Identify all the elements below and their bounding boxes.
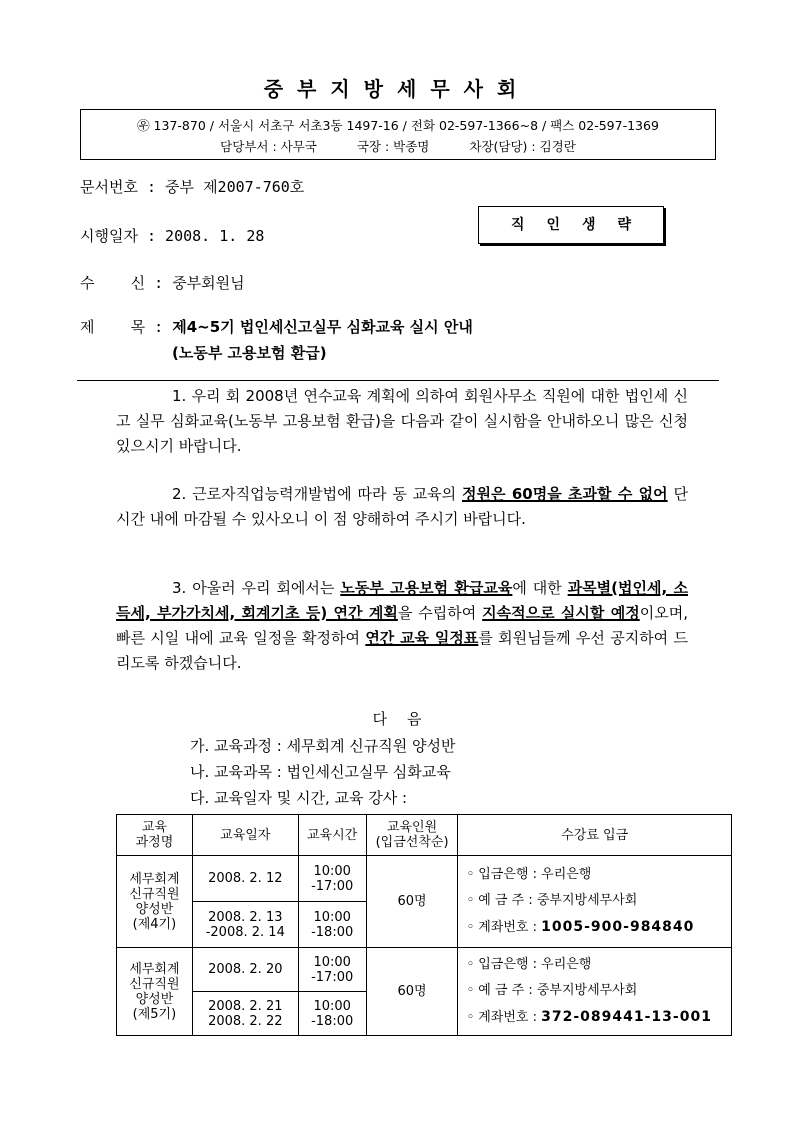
notice-item-c: 다. 교육일자 및 시간, 교육 강사 : (190, 789, 408, 807)
subject-line-2: (노동부 고용보험 환급) (172, 344, 327, 362)
seal-omitted-stamp: 직인생략 (478, 206, 664, 244)
notice-heading: 다음 (372, 710, 442, 728)
account-number: 1005-900-984840 (541, 919, 695, 935)
account-line (466, 914, 731, 941)
table-row (117, 948, 732, 992)
notice-item-a: 가. 교육과정 : 세무회계 신규직원 양성반 (190, 737, 456, 755)
date-cell: 2008. 2. 21 2008. 2. 22 (192, 992, 298, 1036)
address-line: ㉾ 137-870 / 서울시 서초구 서초3동 1497-16 / 전화 02-597-1366~8 / 팩스 02-597-1369 (137, 118, 659, 133)
p3-text-i: 를 회원님들께 우선 공지하여 드리도록 하겠습니다. (116, 629, 688, 672)
paragraph-1 (116, 384, 688, 459)
bank-text: ◦ 입금은행 : 우리은행 (466, 957, 592, 972)
divider (77, 380, 719, 381)
header-course: 교육 과정명 (117, 815, 193, 856)
paragraph-3 (116, 576, 688, 676)
header-date: 교육일자 (192, 815, 298, 856)
table-row (117, 856, 732, 902)
p3-emphasis-d: 과목별(법인세, 소득세, 부가가치세, 회계기초 등) 연간 계획 (116, 579, 688, 622)
date-cell: 2008. 2. 13 -2008. 2. 14 (192, 902, 298, 948)
p2-text-c: 단시간 내에 마감될 수 있사오니 이 점 양해하여 주시기 바랍니다. (116, 485, 688, 528)
table-header-row (117, 815, 732, 856)
time-cell: 10:00 -17:00 (298, 948, 366, 992)
subject-label: 제 목 : (80, 318, 173, 336)
header-payment: 수강료 입금 (458, 815, 732, 856)
payment-cell (458, 948, 732, 1036)
paragraph-2 (116, 482, 688, 532)
course-cell: 세무회계 신규직원 양성반 (제4기) (117, 856, 193, 948)
director-text: 국장 : 박종명 (356, 139, 430, 154)
holder-text: ◦ 예 금 주 : 중부지방세무사회 (466, 893, 638, 908)
account-label: ◦ 계좌번호 : (466, 1010, 542, 1025)
capacity-cell: 60명 (366, 948, 458, 1036)
header-time: 교육시간 (298, 815, 366, 856)
deputy-text: 차장(담당) : 김경란 (469, 139, 576, 154)
time-cell: 10:00 -18:00 (298, 902, 366, 948)
subject (80, 316, 473, 337)
p3-emphasis-h: 연간 교육 일정표 (365, 629, 479, 647)
time-cell: 10:00 -17:00 (298, 856, 366, 902)
bank-text: ◦ 입금은행 : 우리은행 (466, 867, 592, 882)
p3-text-g: 이오며, 빠른 시일 내에 교육 일정을 확정하여 (116, 604, 688, 647)
account-line (466, 1004, 731, 1031)
subject-line-1: 제4~5기 법인세신고실무 심화교육 실시 안내 (172, 318, 473, 336)
account-label: ◦ 계좌번호 : (466, 920, 542, 935)
doc-number: 문서번호 : 중부 제2007-760호 (80, 178, 305, 196)
header-capacity: 교육인원 (입금선착순) (366, 815, 458, 856)
p3-text-a: 3. 아울러 우리 회에서는 (172, 579, 341, 597)
paragraph-1-text: 1. 우리 회 2008년 연수교육 계획에 의하여 회원사무소 직원에 대한 법인세 신고 실무 심화교육(노동부 고용보험 환급)을 다음과 같이 실시함을 안내하오니 많은 신청 있으시기 바랍니다. (116, 387, 688, 455)
capacity-cell: 60명 (366, 856, 458, 948)
p3-text-e: 을 수립하여 (397, 604, 483, 622)
dept-text: 담당부서 : 사무국 (220, 139, 317, 154)
contact-info-box (80, 109, 716, 160)
date-cell: 2008. 2. 12 (192, 856, 298, 902)
holder-text: ◦ 예 금 주 : 중부지방세무사회 (466, 983, 638, 998)
time-cell: 10:00 -18:00 (298, 992, 366, 1036)
p3-text-c: 에 대한 (512, 579, 568, 597)
p3-emphasis-b: 노동부 고용보험 환급교육 (340, 579, 513, 597)
p2-emphasis: 정원은 60명을 초과할 수 없어 (462, 485, 668, 503)
date-cell: 2008. 2. 20 (192, 948, 298, 992)
course-cell: 세무회계 신규직원 양성반 (제5기) (117, 948, 193, 1036)
notice-item-b: 나. 교육과목 : 법인세신고실무 심화교육 (190, 763, 451, 781)
payment-cell (458, 856, 732, 948)
account-number: 372-089441-13-001 (541, 1009, 712, 1025)
p2-text-a: 2. 근로자직업능력개발법에 따라 동 교육의 (172, 485, 463, 503)
staff-line (81, 137, 715, 155)
schedule-table (116, 814, 732, 1036)
issue-date: 시행일자 : 2008. 1. 28 (80, 227, 265, 245)
org-title: 중부지방세무사회 (263, 77, 531, 101)
recipient: 수 신 : 중부회원님 (80, 274, 245, 292)
p3-emphasis-f: 지속적으로 실시할 예정 (482, 604, 640, 622)
